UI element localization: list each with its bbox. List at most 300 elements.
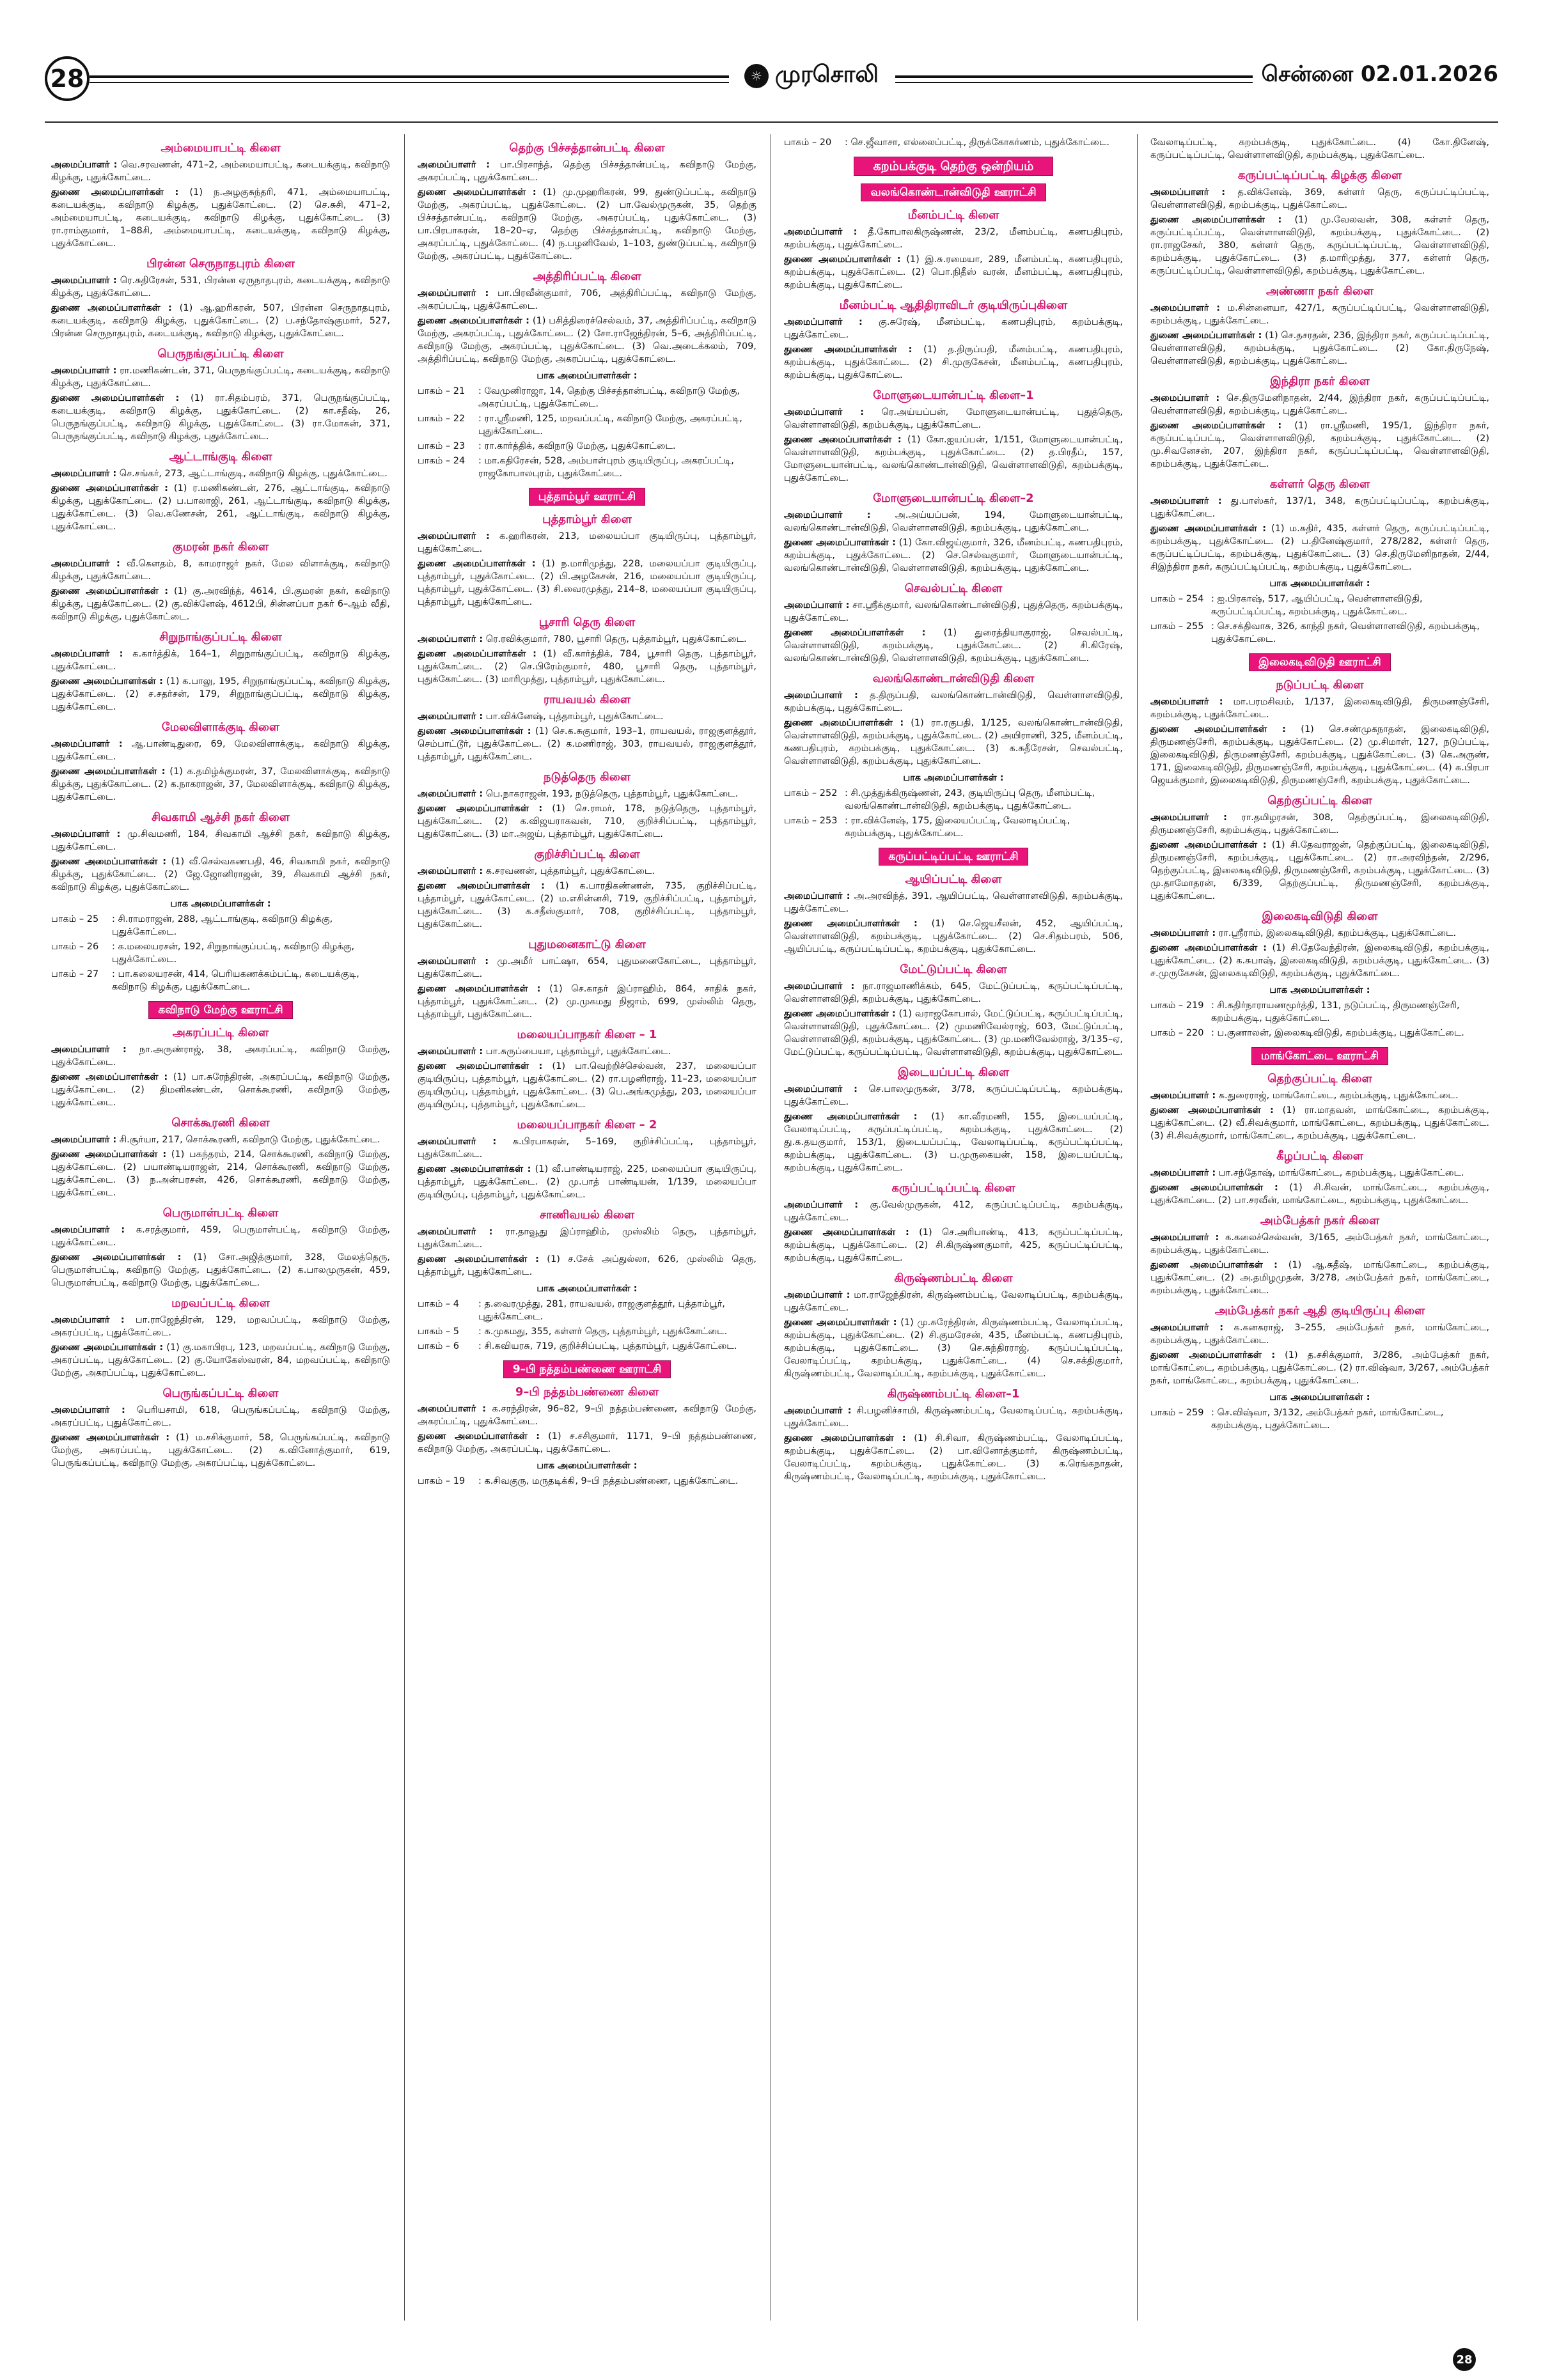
booth-number: பாகம் – 22 xyxy=(418,414,466,424)
booth-organiser: : ரா.ஸ்ரீமணி, 125, மறவப்பட்டி, கவிநாடு மேற்கு, அகரப்பட்டி, புதுக்கோட்டை. xyxy=(478,414,742,437)
role-label: துணை அமைப்பாளர்கள் : xyxy=(1150,1183,1278,1193)
role-label: அமைப்பாளர் : xyxy=(784,981,855,992)
organiser-details: (1) துரைத்தியாகுராஜ், செவல்பட்டி, வெள்ளாளவிடுதி, கறம்பக்குடி, புதுக்கோட்டை. (2) சி.கிரேஷ், வலங்கொண்டான்விடுதி, வெள்ளாளவிடுதி, கறம்பக்குடி, புதுக்கோட்டை. xyxy=(784,628,1123,664)
organiser-entry xyxy=(784,226,1123,251)
organiser-entry xyxy=(1150,495,1489,520)
role-label: அமைப்பாளர் : xyxy=(784,407,865,417)
panchayat-heading xyxy=(784,183,1123,201)
organiser-entry xyxy=(51,557,390,583)
organiser-details: (1) பகந்தரம், 214, சொக்கூரணி, கவிநாடு மேற்கு, புதுக்கோட்டை. (2) பயாண்டியராஜன், 214, சொக்கூரணி, கவிநாடு மேற்கு, புதுக்கோட்டை. (3) ந.அன்பரசன், 426, சொக்கூரணி, கவிநாடு மேற்கு, புதுக்கோட்டை. xyxy=(51,1149,390,1198)
organiser-details: (1) ரா.சிதம்பரம், 371, பெருநங்குப்பட்டி, கடையக்குடி, கவிநாடு கிழக்கு, புதுக்கோட்டை. (2) கா.சதீஷ், 26, பெருநங்குப்பட்டி, கவிநாடு கிழக்கு, புதுக்கோட்டை. (3) ரா.மோகன், 371, பெருநங்குப்பட்டி, கவிநாடு கிழக்கு, புதுக்கோட்டை. xyxy=(51,393,390,442)
organiser-details: (1) செ.சண்முகநாதன், இலைகடிவிடுதி, திருமணஞ்சேரி, கறம்பக்குடி, புதுக்கோட்டை. (2) மு.சிமாள், 127, நடுப்பட்டி, இலைகடிவிடுதி, திருமணஞ்சேரி, கறம்பக்குடி, புதுக்கோட்டை. (3) கெ.அருண், 171, இலைகடிவிடுதி, திருமணஞ்சேரி, கறம்பக்குடி, புதுக்கோட்டை. (4) க.பிரபா ஜெயக்குமார், இலைகடிவிடுதி, திருமணஞ்சேரி, கறம்பக்குடி, புதுக்கோட்டை. xyxy=(1150,724,1489,786)
organiser-entry xyxy=(784,433,1123,485)
branch-title: மோளுடையான்பட்டி கிளை–1 xyxy=(873,389,1034,402)
booth-row xyxy=(784,136,1123,149)
organiser-details: அ.அரவிந்த், 391, ஆயிப்பட்டி, வெள்ளாளவிடுதி, கறம்பக்குடி, புதுக்கோட்டை. xyxy=(784,891,1123,914)
organiser-details: (1) சி.தேவராஜன், தெற்குப்பட்டி, இலைகடிவிடுதி, திருமணஞ்சேரி, கறம்பக்குடி, புதுக்கோட்டை. (2) ரா.அரவிந்தன், 2/296, தெற்குப்பட்டி, இலைகடிவிடுதி, திருமணஞ்சேரி, கறம்பக்குடி, புதுக்கோட்டை. (3) மு.தாமோதரன், 6/339, தெற்குப்பட்டி, திருமணஞ்சேரி, கறம்பக்குடி, புதுக்கோட்டை. xyxy=(1150,840,1489,901)
role-label: துணை அமைப்பாளர்கள் : xyxy=(418,726,531,736)
role-label: அமைப்பாளர் : xyxy=(784,600,850,611)
organiser-details: (1) சி.சிவன், மாங்கோட்டை, கறம்பக்குடி, புதுக்கோட்டை. (2) பா.சரவீன், மாங்கோட்டை, கறம்பக்குடி, புதுக்கோட்டை. xyxy=(1150,1183,1489,1206)
organiser-details: (1) செ.ராமர், 178, நடுத்தெரு, புத்தாம்பூர், புதுக்கோட்டை. (2) க.விஜயராகவன், 710, குறிச்சிப்பட்டி, புத்தாம்பூர், புதுக்கோட்டை. (3) மா.அஜய், புத்தாம்பூர், புதுக்கோட்டை. xyxy=(418,804,756,839)
organiser-entry xyxy=(51,585,390,623)
page-number-badge: 28 xyxy=(45,56,90,101)
role-label: துணை அமைப்பாளர்கள் : xyxy=(51,586,169,596)
organiser-details: கு.வேல்முருகன், 412, கருப்பட்டிப்பட்டி, கறம்பக்குடி, புதுக்கோட்டை. xyxy=(784,1200,1123,1223)
role-label: அமைப்பாளர் : xyxy=(51,1405,125,1415)
organiser-entry xyxy=(418,983,756,1021)
organiser-details: (1) சி.தேவேந்திரன், இலைகடிவிடுதி, கறம்பக்குடி, புதுக்கோட்டை. (2) க.சுபாஷ், இலைகடிவிடுதி, கறம்பக்குடி, புதுக்கோட்டை. (3) ச.முருகேசன், இலைகடிவிடுதி, கறம்பக்குடி, புதுக்கோட்டை. xyxy=(1150,943,1489,979)
organiser-details: க.சரவணன், புத்தாம்பூர், புதுக்கோட்டை. xyxy=(483,866,655,876)
organiser-entry xyxy=(418,1403,756,1428)
organiser-entry xyxy=(1150,1259,1489,1297)
branch-title: தெற்குப்பட்டி கிளை xyxy=(1267,1072,1372,1085)
organiser-details: (1) க.பாரதிகண்ணன், 735, குறிச்சிப்பட்டி, புத்தாம்பூர், புதுக்கோட்டை. (2) ம.எசின்னசி, 719, குறிச்சிப்பட்டி, புத்தாம்பூர், புதுக்கோட்டை. (3) க.சதீஸ்குமார், 708, குறிச்சிப்பட்டி, புத்தாம்பூர், புதுக்கோட்டை. xyxy=(418,881,756,929)
organiser-entry xyxy=(1150,1167,1489,1179)
organiser-entry xyxy=(784,626,1123,665)
organiser-details: (1) இ.சு.ரமையா, 289, மீனம்பட்டி, கணபதிபுரம், கறம்பக்குடி, புதுக்கோட்டை. (2) பொ.நிதீஸ் வரன், மீனம்பட்டி, கணபதிபுரம், கறம்பக்குடி, புதுக்கோட்டை. xyxy=(784,254,1123,290)
role-label: அமைப்பாளர் : xyxy=(418,1046,483,1057)
organiser-details: (1) ந.மாரிமுத்து, 228, மலையப்பா குடியிருப்பு, புத்தாம்பூர், புதுக்கோட்டை. (2) பி.அழகேசன், 216, மலையப்பா குடியிருப்பு, புத்தாம்பூர், புதுக்கோட்டை. (3) சி.வைரமுத்து, 214–8, மலையப்பா குடியிருப்பு, புத்தாம்பூர், புதுக்கோட்டை. xyxy=(418,559,756,607)
organiser-entry xyxy=(1150,1321,1489,1347)
organiser-entry xyxy=(418,1430,756,1456)
branch-title: மலையப்பாநகர் கிளை – 2 xyxy=(517,1118,657,1132)
role-label: அமைப்பாளர் : xyxy=(418,1137,497,1147)
organiser-entry xyxy=(51,1431,390,1470)
organiser-entry xyxy=(51,1341,390,1380)
branch-title: சொக்கூரணி கிளை xyxy=(171,1116,270,1130)
organiser-details: (1) க.தமிழ்க்குமரன், 37, மேலவிளாக்குடி, கவிநாடு கிழக்கு, புதுக்கோட்டை. (2) க.நாகராஜன், 37, மேலவிளாக்குடி, கவிநாடு கிழக்கு, புதுக்கோட்டை. xyxy=(51,766,390,802)
column-3 xyxy=(784,134,1123,2321)
dateline: சென்னை 02.01.2026 xyxy=(1253,61,1498,89)
organiser-details: (1) பா.வெற்றிச்செல்வன், 237, மலையப்பா குடியிருப்பு, புத்தாம்பூர், புதுக்கோட்டை. (2) ரா.பழனிராஜ், 11–23, மலையப்பா குடியிருப்பு, புத்தாம்பூர், புதுக்கோட்டை. (3) பெ.அங்கமுத்து, 203, மலையப்பா குடியிருப்பு, புத்தாம்பூர், புதுக்கோட்டை. xyxy=(418,1061,756,1110)
organiser-details: (1) செ.க.சுகுமார், 193–1, ராயவயல், ராஜகுளத்தூர், செம்பாட்டூர், புதுக்கோட்டை. (2) க.மணிராஜ், 303, ராயவயல், ராஜகுளத்தூர், புத்தாம்பூர், புதுக்கோட்டை. xyxy=(418,726,756,762)
organiser-entry xyxy=(784,509,1123,534)
booth-organiser: : ரா.கார்த்திக், கவிநாடு மேற்கு, புதுக்கோட்டை. xyxy=(478,441,676,451)
organiser-details: (1) ச.சசிகுமார், 1171, 9–பி நத்தம்பண்ணை, கவிநாடு மேற்கு, அகரப்பட்டி, புதுக்கோட்டை. xyxy=(418,1431,756,1454)
role-label: அமைப்பாளர் : xyxy=(418,956,489,967)
branch-title: மோளுடையான்பட்டி கிளை–2 xyxy=(873,492,1034,505)
organiser-entry xyxy=(418,788,756,800)
brand-name: முரசொலி xyxy=(775,61,879,88)
organiser-details: சி.பழனிச்சாமி, கிருஷ்ணம்பட்டி, வேலாடிப்பட்டி, கறம்பக்குடி, புதுக்கோட்டை. xyxy=(784,1406,1123,1429)
role-label: அமைப்பாளர் : xyxy=(51,160,118,170)
organiser-details: (1) பசித்திரைச்செல்வம், 37, அத்திரிப்பட்டி, கவிநாடு மேற்கு, அகரப்பட்டி, புதுக்கோட்டை. (2) சோ.ராஜேந்திரன், 5–6, அத்திரிப்பட்டி, கவிநாடு மேற்கு, அகரப்பட்டி, புதுக்கோட்டை. (3) வெ.அடைக்கலம், 709, அத்திரிப்பட்டி, கவிநாடு மேற்கு, அகரப்பட்டி, புதுக்கோட்டை. xyxy=(418,316,756,364)
role-label: துணை அமைப்பாளர்கள் : xyxy=(1150,943,1267,953)
branch-title: மலையப்பாநகர் கிளை – 1 xyxy=(517,1028,657,1041)
booth-row xyxy=(51,913,390,938)
panchayat-heading xyxy=(418,488,756,506)
booth-row xyxy=(418,412,756,438)
organiser-entry xyxy=(51,159,390,184)
brand xyxy=(735,61,888,91)
panchayat-heading xyxy=(51,1001,390,1019)
organiser-entry xyxy=(418,287,756,313)
booth-row xyxy=(418,455,756,480)
organiser-details: ரெ.அய்யப்பன், மோளுடையான்பட்டி, புதுத்தெரு, வெள்ளாளவிடுதி, கறம்பக்குடி, புதுக்கோட்டை. xyxy=(784,407,1123,430)
booth-row xyxy=(418,440,756,453)
organiser-entry xyxy=(784,406,1123,432)
organiser-entry xyxy=(784,599,1123,625)
organiser-entry xyxy=(418,1253,756,1279)
organiser-details: (1) வீ.கார்த்திக், 784, பூசாரி தெரு, புத்தாம்பூர், புதுக்கோட்டை. (2) செ.பிரேம்குமார், 480, பூசாரி தெரு, புத்தாம்பூர், புதுக்கோட்டை. (3) மாரிமுத்து, புத்தாம்பூர், புதுக்கோட்டை. xyxy=(418,649,756,685)
organiser-entry xyxy=(784,980,1123,1006)
role-label: அமைப்பாளர் : xyxy=(51,1135,117,1145)
branch-title: மேலவிளாக்குடி கிளை xyxy=(161,720,280,734)
role-label: அமைப்பாளர் : xyxy=(1150,1091,1216,1101)
booth-organisers-heading: பாக அமைப்பாளர்கள் : xyxy=(1269,985,1370,995)
organiser-details: க.துரைராஜ், மாங்கோட்டை, கறம்பக்குடி, புதுக்கோட்டை. xyxy=(1216,1091,1459,1101)
organiser-entry xyxy=(51,855,390,894)
organiser-details: (1) ந.அழகுசுந்தரி, 471, அம்மையாபட்டி, கடையக்குடி, கவிநாடு கிழக்கு, புதுக்கோட்டை. (2) செ.சுசி, 471–2, அம்மையாபட்டி, கடையக்குடி, கவிநாடு கிழக்கு, புதுக்கோட்டை. (3) ரா.ராம்குமார், 1–88சி, அம்மையாபட்டி, கடையக்குடி, கவிநாடு கிழக்கு, புதுக்கோட்டை. xyxy=(51,187,390,249)
panchayat-heading xyxy=(1150,653,1489,671)
panchayat-heading-label: வலங்கொண்டான்விடுதி ஊராட்சி xyxy=(861,183,1046,201)
footer-page-number: 28 xyxy=(1453,2348,1476,2371)
booth-organiser: : க.மலையரசன், 192, சிறுநாங்குப்பட்டி, கவிநாடு கிழக்கு, புதுக்கோட்டை. xyxy=(112,942,355,965)
branch-title: இலைகடிவிடுதி கிளை xyxy=(1262,910,1378,923)
role-label: துணை அமைப்பாளர்கள் : xyxy=(1150,524,1267,534)
organiser-details: பா.சந்தோஷ், மாங்கோட்டை, கறம்பக்குடி, புதுக்கோட்டை. xyxy=(1216,1168,1464,1178)
role-label: அமைப்பாளர் : xyxy=(51,469,117,479)
branch-title: புத்தாம்பூர் கிளை xyxy=(542,513,632,526)
booth-organiser: : சி.முத்துக்கிருஷ்ணன், 243, குடியிருப்பு தெரு, மீனம்பட்டி, வலங்கொண்டான்விடுதி, கறம்பக்குடி, புதுக்கோட்டை. xyxy=(845,788,1095,811)
role-label: அமைப்பாளர் : xyxy=(51,1045,127,1055)
role-label: துணை அமைப்பாளர்கள் : xyxy=(51,1072,168,1082)
role-label: அமைப்பாளர் : xyxy=(784,1290,850,1300)
panchayat-heading-label: கவிநாடு மேற்கு ஊராட்சி xyxy=(148,1001,292,1019)
organiser-entry xyxy=(784,316,1123,341)
organiser-details: மு.அமீர் பாட்ஷா, 654, புதுமனைகோட்டை, புத்தாம்பூர், புதுக்கோட்டை. xyxy=(418,956,756,979)
role-label: துணை அமைப்பாளர்கள் : xyxy=(418,984,541,994)
organiser-details: பா.விக்னேஷ், புத்தாம்பூர், புதுக்கோட்டை. xyxy=(483,712,664,722)
organiser-entry xyxy=(51,1133,390,1146)
organiser-details: (1) த.சசிக்குமார், 3/286, அம்பேத்கர் நகர், மாங்கோட்டை, கறம்பக்குடி, புதுக்கோட்டை. (2) ரா.விஷ்வா, 3/267, அம்பேத்கர் நகர், மாங்கோட்டை, கறம்பக்குடி, புதுக்கோட்டை. xyxy=(1150,1350,1489,1386)
organiser-details: பா.ராஜேந்திரன், 129, மறவப்பட்டி, கவிநாடு மேற்கு, அகரப்பட்டி, புதுக்கோட்டை. xyxy=(51,1315,390,1338)
branch-title: நடுப்பட்டி கிளை xyxy=(1276,678,1364,692)
booth-organiser: : செ.விஷ்வா, 3/132, அம்பேத்கர் நகர், மாங்கோட்டை, கறம்பக்குடி, புதுக்கோட்டை. xyxy=(1211,1408,1444,1431)
branch-title: பிரன்ன செருநாதபுரம் கிளை xyxy=(146,257,295,270)
organiser-details: (1) ரா.ஸ்ரீமணி, 195/1, இந்திரா நகர், கருப்பட்டிப்பட்டி, வெள்ளாளவிடுதி, கறம்பக்குடி, புதுக்கோட்டை. (2) மு.சிவனேசன், 207, இந்திரா நகர், கருப்பட்டிப்பட்டி, வெள்ளாளவிடுதி, கறம்பக்குடி, புதுக்கோட்டை. xyxy=(1150,421,1489,469)
branch-title: அம்பேத்கர் நகர் ஆதி குடியிருப்பு கிளை xyxy=(1214,1304,1425,1318)
booth-row xyxy=(1150,1027,1489,1039)
organiser-entry xyxy=(1150,811,1489,837)
organiser-details: பெரியசாமி, 618, பெருங்கப்பட்டி, கவிநாடு மேற்கு, அகரப்பட்டி, புதுக்கோட்டை. xyxy=(51,1405,390,1428)
role-label: அமைப்பாளர் : xyxy=(418,712,483,722)
role-label: அமைப்பாளர் : xyxy=(784,510,871,520)
organiser-entry xyxy=(1150,214,1489,277)
booth-row xyxy=(784,814,1123,840)
organiser-details: சா.ஸ்ரீக்குமார், வலங்கொண்டான்விடுதி, புதுத்தெரு, கறம்பக்குடி, புதுக்கோட்டை. xyxy=(784,600,1123,623)
booth-row xyxy=(1150,620,1489,646)
role-label: துணை அமைப்பாளர்கள் : xyxy=(51,766,166,777)
booth-row xyxy=(51,968,390,993)
role-label: துணை அமைப்பாளர்கள் : xyxy=(51,1149,167,1160)
role-label: அமைப்பாளர் : xyxy=(784,1406,852,1416)
booth-row xyxy=(1150,999,1489,1025)
role-label: துணை அமைப்பாளர்கள் : xyxy=(784,345,912,355)
branch-title: செவல்பட்டி கிளை xyxy=(904,582,1003,595)
role-label: துணை அமைப்பாளர்கள் : xyxy=(1150,1260,1278,1270)
organiser-details: அ.அய்யப்பன், 194, மோளுடையான்பட்டி, வலங்கொண்டான்விடுதி, வெள்ளாளவிடுதி, கறம்பக்குடி, புதுக்கோட்டை. xyxy=(784,510,1123,533)
column-divider xyxy=(1137,134,1138,2321)
organiser-details: து.பாஸ்கர், 137/1, 348, கருப்பட்டிப்பட்டி, கறம்பக்குடி, புதுக்கோட்டை. xyxy=(1150,496,1489,519)
branch-title: சாணிவயல் கிளை xyxy=(539,1208,635,1222)
branch-title: பூசாரி தெரு கிளை xyxy=(538,616,636,629)
panchayat-heading-label: இலைகடிவிடுதி ஊராட்சி xyxy=(1249,653,1390,671)
organiser-entry xyxy=(418,1060,756,1111)
panchayat-heading-label: 9–பி நத்தம்பண்ணை ஊராட்சி xyxy=(503,1360,671,1378)
role-label: துணை அமைப்பாளர்கள் : xyxy=(1150,215,1282,225)
organiser-entry xyxy=(51,1251,390,1289)
organiser-entry xyxy=(51,467,390,480)
organiser-details: நா.ராஜமாணிக்கம், 645, மேட்டுப்பட்டி, கருப்பட்டிப்பட்டி, வெள்ளாளவிடுதி, கறம்பக்குடி, புதுக்கோட்டை. xyxy=(784,981,1123,1004)
organiser-entry xyxy=(784,917,1123,956)
role-label: துணை அமைப்பாளர்கள் : xyxy=(418,187,537,198)
role-label: துணை அமைப்பாளர்கள் : xyxy=(418,649,537,659)
organiser-entry xyxy=(51,274,390,300)
organiser-entry xyxy=(1150,136,1489,162)
organiser-details: கு.சுரேஷ், மீனம்பட்டி, கணபதிபுரம், கறம்பக்குடி, புதுக்கோட்டை. xyxy=(784,317,1123,340)
organiser-entry xyxy=(418,159,756,184)
role-label: அமைப்பாளர் : xyxy=(1150,813,1227,823)
booth-organiser: : சி.கவியரசு, 719, குறிச்சிப்பட்டி, புத்தாம்பூர், புதுக்கோட்டை. xyxy=(478,1341,737,1351)
organiser-entry xyxy=(51,364,390,390)
booth-organiser: : செ.சக்திவாசு, 326, காந்தி நகர், வெள்ளாளவிடுதி, கறம்பக்குடி, புதுக்கோட்டை. xyxy=(1211,621,1480,644)
column-4 xyxy=(1150,134,1489,2321)
booth-number: பாகம் – 5 xyxy=(418,1326,460,1337)
organiser-details: க.கலைச்செல்வன், 3/165, அம்பேத்கர் நகர், மாங்கோட்டை, கறம்பக்குடி, புதுக்கோட்டை. xyxy=(1150,1233,1489,1256)
organiser-entry xyxy=(1150,302,1489,327)
organiser-entry xyxy=(784,1007,1123,1059)
branch-title: மீனம்பட்டி கிளை xyxy=(907,208,999,222)
organiser-details: சி.சூர்யா, 217, சொக்கூரணி, கவிநாடு மேற்கு, புதுக்கோட்டை. xyxy=(116,1135,380,1145)
organiser-entry xyxy=(51,1148,390,1199)
role-label: அமைப்பாளர் : xyxy=(418,634,483,644)
organiser-details: (1) மு.முஹரிகரன், 99, துண்டுப்பட்டி, கவிநாடு மேற்கு, அகரப்பட்டி, புதுக்கோட்டை. (2) பா.வேல்முருகன், 35, தெற்கு பிச்சத்தான்பட்டி, கவிநாடு மேற்கு, அகரப்பட்டி, புதுக்கோட்டை. (3) பா.பிரபாகரன், 18–20–ஏ, தெற்கு பிச்சத்தான்பட்டி, கவிநாடு மேற்கு, அகரப்பட்டி, புதுக்கோட்டை. (4) ந.பழனிவேல், 1–103, துண்டுப்பட்டி, கவிநாடு மேற்கு, அகரப்பட்டி, புதுக்கோட்டை. xyxy=(418,187,756,261)
role-label: அமைப்பாளர் : xyxy=(418,789,483,799)
branch-title: இடையப்பட்டி கிளை xyxy=(897,1066,1010,1079)
role-label: துணை அமைப்பாளர்கள் : xyxy=(784,1318,897,1328)
booth-row xyxy=(784,787,1123,813)
organiser-entry xyxy=(784,1432,1123,1483)
branch-title: அம்மையாபட்டி கிளை xyxy=(161,141,281,155)
role-label: துணை அமைப்பாளர்கள் : xyxy=(784,919,918,929)
booth-row xyxy=(418,385,756,410)
role-label: துணை அமைப்பாளர்கள் : xyxy=(418,1254,539,1264)
branch-title: அம்பேத்கர் நகர் கிளை xyxy=(1260,1214,1380,1227)
panchayat-heading-label: கறம்பக்குடி தெற்கு ஒன்றியம் xyxy=(854,157,1054,176)
booth-number: பாகம் – 20 xyxy=(784,137,832,148)
booth-number: பாகம் – 4 xyxy=(418,1299,460,1309)
branch-title: நடுத்தெரு கிளை xyxy=(543,770,631,784)
organiser-entry xyxy=(1150,1104,1489,1142)
role-label: அமைப்பாளர் : xyxy=(51,559,120,569)
organiser-entry xyxy=(51,482,390,533)
organiser-entry xyxy=(1150,927,1489,940)
branch-title: பெருநங்குப்பட்டி கிளை xyxy=(157,347,284,361)
branch-title: ஆட்டாங்குடி கிளை xyxy=(169,450,272,463)
organiser-entry xyxy=(418,648,756,686)
role-label: அமைப்பாளர் : xyxy=(1150,187,1226,198)
role-label: துணை அமைப்பாளர்கள் : xyxy=(1150,1105,1274,1116)
organiser-entry xyxy=(784,717,1123,768)
role-label: துணை அமைப்பாளர்கள் : xyxy=(784,1009,896,1019)
branch-title: கிருஷ்ணம்பட்டி கிளை–1 xyxy=(887,1387,1020,1401)
booth-number: பாகம் – 220 xyxy=(1150,1028,1204,1038)
booth-organisers-heading: பாக அமைப்பாளர்கள் : xyxy=(170,899,271,909)
organiser-details: (1) ம.சுதிர், 435, கள்ளர் தெரு, கருப்பட்டிப்பட்டி, கறம்பக்குடி, புதுக்கோட்டை. (2) ப.தினேஷ்குமார், 278/282, கள்ளர் தெரு, கருப்பட்டிப்பட்டி, கறம்பக்குடி, புதுக்கோட்டை. (3) செ.திருமேனிநாதன், 2/44, சிஇந்திரா நகர், கருப்பட்டிப்பட்டி, கறம்பக்குடி, புதுக்கோட்டை. xyxy=(1150,524,1489,572)
organiser-details: (1) மு.சுரேந்திரன், கிருஷ்ணம்பட்டி, வேலாடிப்பட்டி, கறம்பக்குடி, புதுக்கோட்டை. (2) சி.குமரேசன், 435, மீனம்பட்டி, கணபதிபுரம், கறம்பக்குடி, புதுக்கோட்டை. (3) செ.சுந்திரராஜ், கருப்பட்டிப்பட்டி, வேலாடிப்பட்டி, கறம்பக்குடி, புதுக்கோட்டை. (4) செ.சக்திகுமார், கிருஷ்ணம்பட்டி, வேலாடிப்பட்டி, கறம்பக்குடி, புதுக்கோட்டை. xyxy=(784,1318,1123,1379)
booth-number: பாகம் – 254 xyxy=(1150,594,1204,604)
booth-organisers-heading: பாக அமைப்பாளர்கள் : xyxy=(537,1461,638,1471)
booth-number: பாகம் – 252 xyxy=(784,788,838,798)
booth-organisers-heading: பாக அமைப்பாளர்கள் : xyxy=(537,371,638,381)
role-label: துணை அமைப்பாளர்கள் : xyxy=(784,1433,906,1443)
booth-organiser: : ரா.விக்னேஷ், 175, இலையப்பட்டி, வேலாடிப்பட்டி, கறம்பக்குடி, புதுக்கோட்டை. xyxy=(845,816,1070,839)
booth-organisers-heading: பாக அமைப்பாளர்கள் : xyxy=(1269,579,1370,589)
role-label: துணை அமைப்பாளர்கள் : xyxy=(51,1342,164,1353)
organiser-details: தீ.கோபாலகிருஷ்ணன், 23/2, மீனம்பட்டி, கணபதிபுரம், கறம்பக்குடி, புதுக்கோட்டை. xyxy=(784,227,1123,250)
role-label: துணை அமைப்பாளர்கள் : xyxy=(418,804,543,814)
branch-title: தெற்கு பிச்சத்தான்பட்டி கிளை xyxy=(509,141,665,155)
organiser-entry xyxy=(51,828,390,853)
column-2 xyxy=(418,134,756,2321)
organiser-details: (1) செ.காதர் இப்ராஹிம், 864, சாதிக் நகர், புத்தாம்பூர், புதுக்கோட்டை. (2) மு.முகமது நிஜாம், 699, முஸ்லிம் தெரு, புத்தாம்பூர், புதுக்கோட்டை. xyxy=(418,984,756,1020)
organiser-entry xyxy=(418,1135,756,1161)
organiser-details: பா.பிரசாந்த், தெற்கு பிச்சத்தான்பட்டி, கவிநாடு மேற்கு, அகரப்பட்டி, புதுக்கோட்டை. xyxy=(418,160,756,183)
role-label: அமைப்பாளர் : xyxy=(51,1225,125,1235)
booth-number: பாகம் – 255 xyxy=(1150,621,1204,632)
organiser-entry xyxy=(51,392,390,443)
organiser-details: த.திருப்பதி, வலங்கொண்டான்விடுதி, வெள்ளாளவிடுதி, கறம்பக்குடி, புதுக்கோட்டை. xyxy=(784,690,1123,713)
role-label: அமைப்பாளர் : xyxy=(51,366,117,376)
organiser-entry xyxy=(418,1163,756,1201)
booth-number: பாகம் – 26 xyxy=(51,942,99,952)
organiser-details: ஆ.பாண்டிதுரை, 69, மேலவிளாக்குடி, கவிநாடு கிழக்கு, புதுக்கோட்டை. xyxy=(51,739,390,762)
organiser-details: ரா.ஸ்ரீராம், இலைகடிவிடுதி, கறம்பக்குடி, புதுக்கோட்டை. xyxy=(1216,928,1457,938)
booth-organiser: : சி.கதிர்நாராயணமூர்த்தி, 131, நடுப்பட்டி, திருமணஞ்சேரி, கறம்பக்குடி, புதுக்கோட்டை. xyxy=(1211,1000,1460,1023)
role-label: அமைப்பாளர் : xyxy=(1150,393,1220,403)
role-label: அமைப்பாளர் : xyxy=(51,1315,125,1325)
organiser-entry xyxy=(784,1316,1123,1380)
booth-row xyxy=(418,1340,756,1353)
role-label: அமைப்பாளர் : xyxy=(1150,1323,1224,1333)
role-label: அமைப்பாளர் : xyxy=(418,1227,493,1237)
role-label: துணை அமைப்பாளர்கள் : xyxy=(418,559,536,569)
booth-organiser: : த.வைரமுத்து, 281, ராயவயல், ராஜகுளத்தூர், புத்தாம்பூர், புதுக்கோட்டை. xyxy=(478,1299,725,1322)
booth-row xyxy=(418,1325,756,1338)
role-label: துணை அமைப்பாளர்கள் : xyxy=(1150,421,1282,431)
organiser-entry xyxy=(784,343,1123,382)
role-label: அமைப்பாளர் : xyxy=(418,866,483,876)
organiser-details: மா.ராஜேந்திரன், கிருஷ்ணம்பட்டி, வேலாடிப்பட்டி, கறம்பக்குடி, புதுக்கோட்டை. xyxy=(784,1290,1123,1313)
role-label: துணை அமைப்பாளர்கள் : xyxy=(51,483,168,494)
organiser-details: ரெ.ரவிக்குமார், 780, பூசாரி தெரு, புத்தாம்பூர், புதுக்கோட்டை. xyxy=(483,634,747,644)
organiser-entry xyxy=(418,1225,756,1251)
branch-title: கீழப்பட்டி கிளை xyxy=(1276,1149,1363,1163)
booth-organiser: : ஐ.பிரகாஷ், 517, ஆயிப்பட்டி, வெள்ளாளவிடுதி, கருப்பட்டிப்பட்டி, கறம்பக்குடி, புதுக்கோட்டை. xyxy=(1211,594,1423,617)
role-label: அமைப்பாளர் : xyxy=(1150,496,1222,506)
organiser-details: (1) ர.மணிகண்டன், 276, ஆட்டாங்குடி, கவிநாடு கிழக்கு, புதுக்கோட்டை. (2) ப.பாலாஜி, 261, ஆட்டாங்குடி, கவிநாடு கிழக்கு, புதுக்கோட்டை. (3) வெ.கணேசன், 261, ஆட்டாங்குடி, கவிநாடு கிழக்கு, புதுக்கோட்டை. xyxy=(51,483,390,532)
organiser-entry xyxy=(418,802,756,841)
organiser-details: பா.சுருப்பையா, புத்தாம்பூர், புதுக்கோட்டை. xyxy=(483,1046,671,1057)
organiser-entry xyxy=(51,738,390,763)
organiser-entry xyxy=(784,1083,1123,1108)
role-label: துணை அமைப்பாளர்கள் : xyxy=(418,1061,543,1071)
header-rule-right xyxy=(895,75,1279,83)
role-label: அமைப்பாளர் : xyxy=(784,690,858,701)
role-label: அமைப்பாளர் : xyxy=(51,739,123,749)
branch-title: கருப்பட்டிப்பட்டி கிழக்கு கிளை xyxy=(1237,169,1402,182)
role-label: துணை அமைப்பாளர்கள் : xyxy=(1150,1350,1276,1360)
organiser-entry xyxy=(418,955,756,981)
role-label: அமைப்பாளர் : xyxy=(51,276,117,286)
role-label: துணை அமைப்பாளர்கள் : xyxy=(784,1227,909,1238)
top-divider xyxy=(45,121,1498,123)
panchayat-heading-label: புத்தாம்பூர் ஊராட்சி xyxy=(529,488,645,506)
organiser-details: (1) ம.சசிக்குமார், 58, பெருங்கப்பட்டி, கவிநாடு மேற்கு, அகரப்பட்டி, புதுக்கோட்டை. (2) க.வினோத்குமார், 619, பெருங்கப்பட்டி, கவிநாடு மேற்கு, அகரப்பட்டி, புதுக்கோட்டை. xyxy=(51,1433,390,1468)
organiser-details: (1) சோ.அஜித்குமார், 328, மேலத்தெரு, பெருமாள்பட்டி, கவிநாடு மேற்கு, புதுக்கோட்டை. (2) க.பாலமுருகன், 459, பெருமாள்பட்டி, கவிநாடு மேற்கு, புதுக்கோட்டை. xyxy=(51,1252,390,1288)
role-label: துணை அமைப்பாளர்கள் : xyxy=(1150,331,1262,341)
booth-number: பாகம் – 27 xyxy=(51,969,99,979)
role-label: துணை அமைப்பாளர்கள் : xyxy=(418,1164,531,1174)
organiser-details: (1) ரா.ரகுபதி, 1/125, வலங்கொண்டான்விடுதி, வெள்ளாளவிடுதி, கறம்பக்குடி, புதுக்கோட்டை. (2) அயிராணி, 325, மீனம்பட்டி, கணபதிபுரம், கறம்பக்குடி, புதுக்கோட்டை. (3) க.சுதீரேசன், செவல்பட்டி, வெள்ளாளவிடுதி, கறம்பக்குடி, புதுக்கோட்டை. xyxy=(784,718,1123,766)
organiser-details: க.சரந்திரன், 96–82, 9–பி நத்தம்பண்ணை, கவிநாடு மேற்கு, அகரப்பட்டி, புதுக்கோட்டை. xyxy=(418,1404,756,1427)
role-label: அமைப்பாளர் : xyxy=(1150,303,1221,313)
branch-title: வலங்கொண்டான்விடுதி கிளை xyxy=(872,672,1035,685)
booth-organisers-heading: பாக அமைப்பாளர்கள் : xyxy=(903,773,1004,783)
organiser-details: செ.பாலமுருகன், 3/78, கருப்பட்டிப்பட்டி, கறம்பக்குடி, புதுக்கோட்டை. xyxy=(784,1084,1123,1107)
organiser-entry xyxy=(1150,1181,1489,1207)
booth-number: பாகம் – 6 xyxy=(418,1341,460,1351)
organiser-details: க.பிரபாகரன், 5–169, குறிச்சிப்பட்டி, புத்தாம்பூர், புதுக்கோட்டை. xyxy=(418,1137,756,1160)
organiser-entry xyxy=(51,302,390,340)
organiser-details: (1) ஆ.ஹரிகரன், 507, பிரன்ன செருநாதபுரம், கடையக்குடி, கவிநாடு கிழக்கு, புதுக்கோட்டை. (2) ப.சந்தோஷ்குமார், 527, பிரன்ன செருநாதபுரம், கடையக்குடி, கவிநாடு கிழக்கு, புதுக்கோட்டை. xyxy=(51,303,390,339)
organiser-entry xyxy=(1150,1349,1489,1387)
branch-title: கள்ளர் தெரு கிளை xyxy=(1269,478,1370,491)
organiser-details: (1) த.திருப்பதி, மீனம்பட்டி, கணபதிபுரம், கறம்பக்குடி, புதுக்கோட்டை. (2) சி.முருகேசன், மீனம்பட்டி, கணபதிபுரம், கறம்பக்குடி, புதுக்கோட்டை. xyxy=(784,345,1123,380)
booth-organiser: : சி.ராமராஜன், 288, ஆட்டாங்குடி, கவிநாடு கிழக்கு, புதுக்கோட்டை. xyxy=(112,914,333,937)
branch-title: மேட்டுப்பட்டி கிளை xyxy=(900,963,1007,976)
branch-title: குமரன் நகர் கிளை xyxy=(172,540,269,554)
organiser-details: க.சரத்குமார், 459, பெருமாள்பட்டி, கவிநாடு மேற்கு, புதுக்கோட்டை. xyxy=(51,1225,390,1248)
organiser-entry xyxy=(1150,942,1489,980)
organiser-entry xyxy=(1150,419,1489,471)
organiser-entry xyxy=(784,1199,1123,1224)
organiser-entry xyxy=(51,1404,390,1429)
organiser-entry xyxy=(418,1045,756,1058)
organiser-details: க.கார்த்திக், 164–1, சிறுநாங்குப்பட்டி, கவிநாடு கிழக்கு, புதுக்கோட்டை. xyxy=(51,649,390,672)
organiser-details: (1) சி.சிவா, கிருஷ்ணம்பட்டி, வேலாடிப்பட்டி, கறம்பக்குடி, புதுக்கோட்டை. (2) பா.வினோத்குமார், கிருஷ்ணம்பட்டி, வேலாடிப்பட்டி, கறம்பக்குடி, புதுக்கோட்டை. (3) க.ரெங்கநாதன், கிருஷ்ணம்பட்டி, வேலாடிப்பட்டி, கறம்பக்குடி, புதுக்கோட்டை. xyxy=(784,1433,1123,1482)
role-label: அமைப்பாளர் : xyxy=(784,1084,858,1094)
role-label: அமைப்பாளர் : xyxy=(418,288,489,299)
role-label: துணை அமைப்பாளர்கள் : xyxy=(784,718,904,728)
role-label: அமைப்பாளர் : xyxy=(51,649,123,659)
organiser-details: (1) வீ.செல்வகணபதி, 46, சிவகாமி நகர், கவிநாடு கிழக்கு, புதுக்கோட்டை. (2) ஜே.ஜோனிராஜன், 39, சிவகாமி ஆச்சி நகர், கவிநாடு கிழக்கு, புதுக்கோட்டை. xyxy=(51,857,390,892)
organiser-entry xyxy=(418,557,756,609)
branch-title: அத்திரிப்பட்டி கிளை xyxy=(533,270,641,283)
panchayat-heading xyxy=(784,157,1123,176)
organiser-details: (1) செ.தசரதன், 236, இந்திரா நகர், கருப்பட்டிப்பட்டி, வெள்ளாளவிடுதி, கறம்பக்குடி, புதுக்கோட்டை. (2) கோ.திருநேஷ், வெள்ளாளவிடுதி, கறம்பக்குடி, புதுக்கோட்டை. xyxy=(1150,331,1489,366)
booth-organiser: : செ.ஜீவாசா, எல்லைப்பட்டி, திருக்கோகர்ணம், புதுக்கோட்டை. xyxy=(845,137,1109,148)
booth-organisers-heading: பாக அமைப்பாளர்கள் : xyxy=(1269,1392,1370,1403)
organiser-entry xyxy=(418,633,756,646)
branch-title: பெருமாள்பட்டி கிளை xyxy=(162,1206,279,1220)
organiser-entry xyxy=(51,1071,390,1109)
branch-title: சிவகாமி ஆச்சி நகர் கிளை xyxy=(151,811,290,824)
organiser-entry xyxy=(418,725,756,763)
organiser-details: (1) செ.அரிபாண்டி, 413, கருப்பட்டிப்பட்டி, கறம்பக்குடி, புதுக்கோட்டை. (2) சி.கிருஷ்ணகுமார், 425, கருப்பட்டிப்பட்டி, கறம்பக்குடி, புதுக்கோட்டை. xyxy=(784,1227,1123,1263)
branch-title: சிறுநாங்குப்பட்டி கிளை xyxy=(159,630,282,644)
